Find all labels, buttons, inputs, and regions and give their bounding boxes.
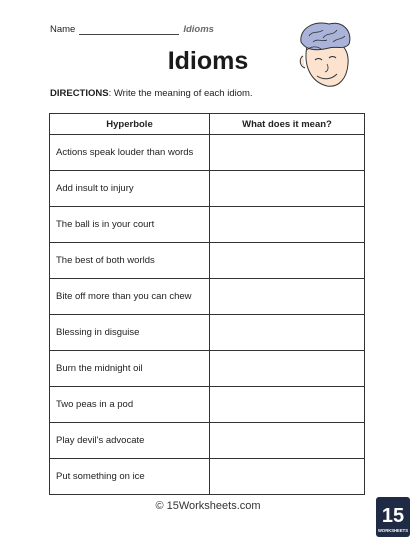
answer-cell[interactable] xyxy=(210,387,365,423)
column-header-hyperbole: Hyperbole xyxy=(50,114,210,135)
idiom-cell: The best of both worlds xyxy=(50,243,210,279)
table-row xyxy=(50,171,365,207)
idiom-cell: Two peas in a pod xyxy=(50,387,210,423)
footer-copyright: © 15Worksheets.com xyxy=(155,500,261,512)
answer-cell[interactable] xyxy=(210,207,365,243)
answer-cell[interactable] xyxy=(210,171,365,207)
column-header-meaning: What does it mean? xyxy=(210,114,365,135)
answer-cell[interactable] xyxy=(210,315,365,351)
table-row xyxy=(50,207,365,243)
directions-text: : Write the meaning of each idiom. xyxy=(108,88,253,99)
table-row xyxy=(50,351,365,387)
table-row xyxy=(50,387,365,423)
table-header-row xyxy=(50,114,365,135)
table-row xyxy=(50,135,365,171)
answer-cell[interactable] xyxy=(210,243,365,279)
table-row xyxy=(50,459,365,495)
topic-label: Idioms xyxy=(183,24,214,35)
answer-cell[interactable] xyxy=(210,135,365,171)
name-label: Name xyxy=(50,24,76,35)
answer-cell[interactable] xyxy=(210,279,365,315)
table-row xyxy=(50,315,365,351)
answer-cell[interactable] xyxy=(210,459,365,495)
table-row xyxy=(50,423,365,459)
idiom-cell: Put something on ice xyxy=(50,459,210,495)
idiom-cell: Play devil's advocate xyxy=(50,423,210,459)
answer-cell[interactable] xyxy=(210,423,365,459)
15worksheets-logo-icon xyxy=(376,497,410,537)
thinking-head-brain-icon xyxy=(293,16,355,90)
directions-label: DIRECTIONS xyxy=(50,88,109,99)
name-row xyxy=(50,24,214,35)
idiom-cell: Add insult to injury xyxy=(50,171,210,207)
page-title: Idioms xyxy=(167,47,249,75)
idiom-cell: Blessing in disguise xyxy=(50,315,210,351)
idiom-cell: The ball is in your court xyxy=(50,207,210,243)
directions xyxy=(50,88,253,99)
answer-cell[interactable] xyxy=(210,351,365,387)
logo-number: 15 xyxy=(381,505,405,527)
idiom-cell: Bite off more than you can chew xyxy=(50,279,210,315)
name-field[interactable] xyxy=(79,26,179,35)
idiom-cell: Burn the midnight oil xyxy=(50,351,210,387)
idiom-table xyxy=(49,113,365,495)
idiom-cell: Actions speak louder than words xyxy=(50,135,210,171)
logo-text: WORKSHEETS xyxy=(377,528,409,533)
table-row xyxy=(50,279,365,315)
table-row xyxy=(50,243,365,279)
